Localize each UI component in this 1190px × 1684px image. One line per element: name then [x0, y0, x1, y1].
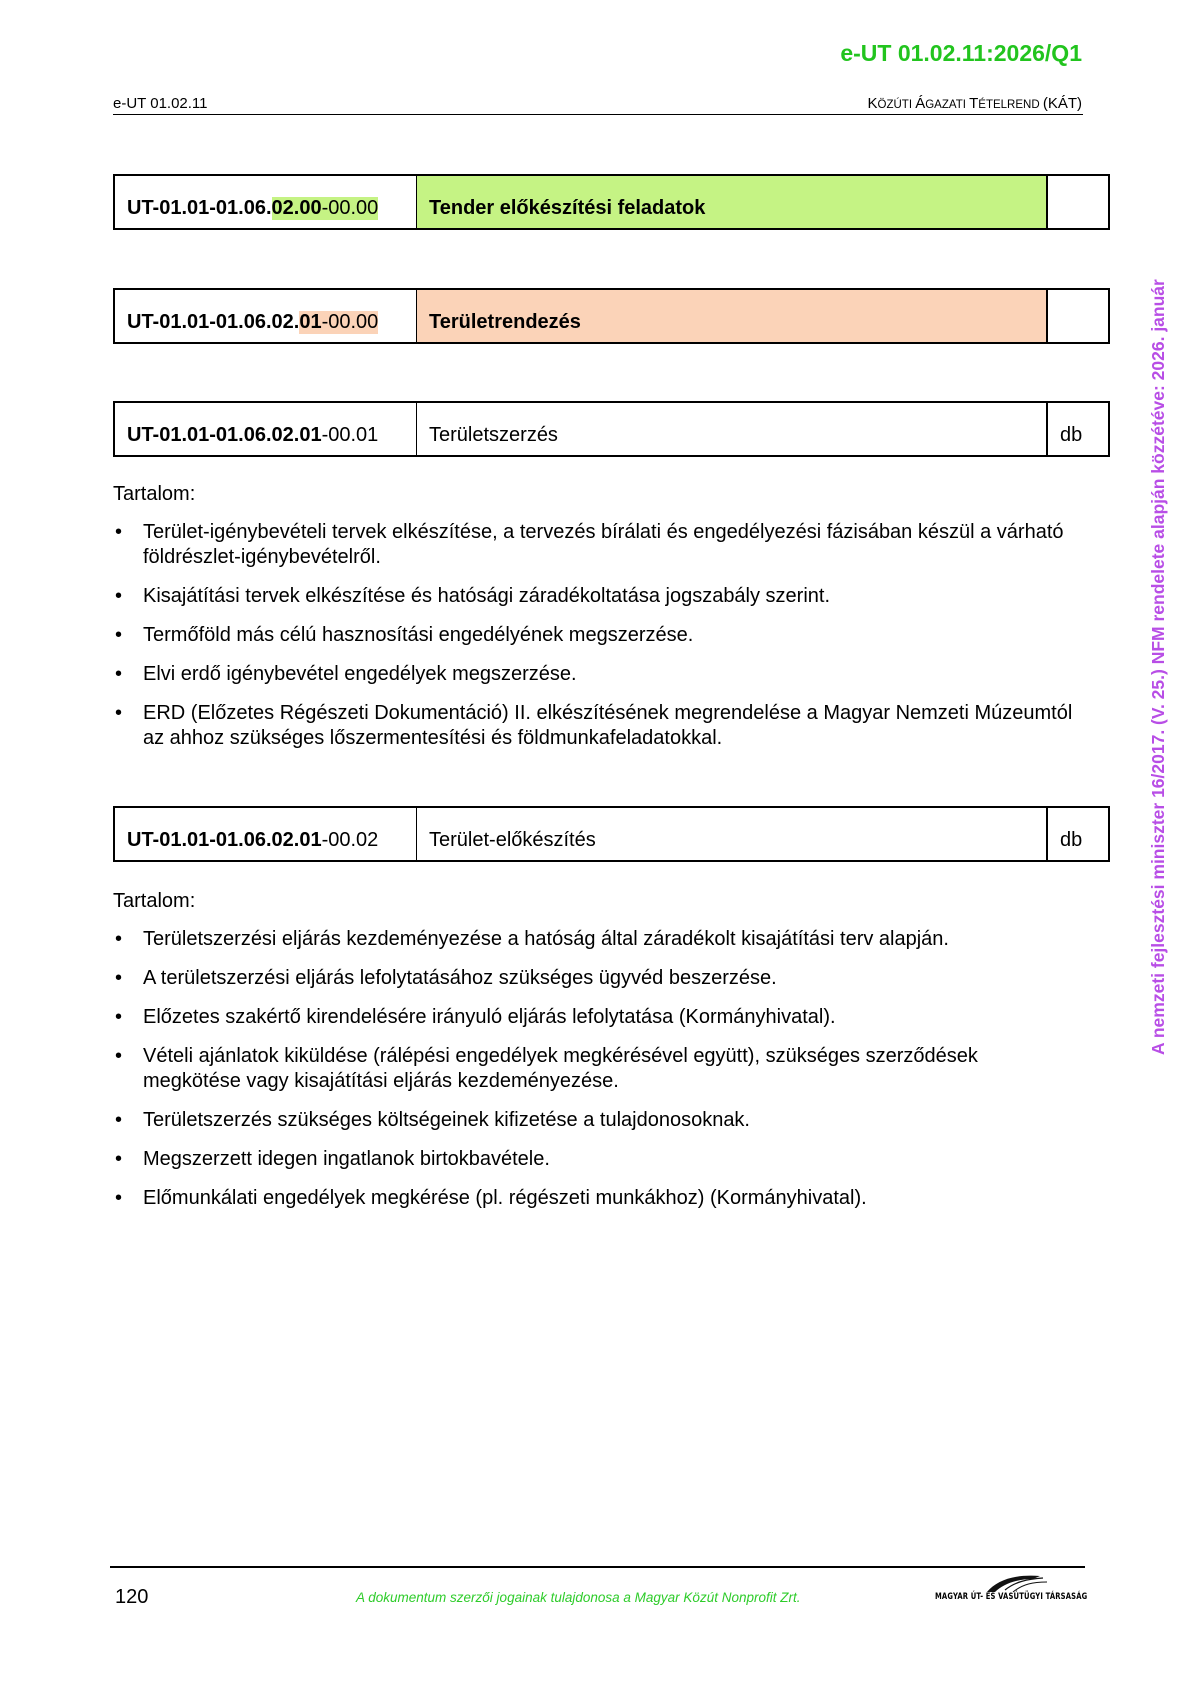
item-code: [115, 808, 417, 860]
running-header-right: [868, 95, 1083, 112]
header-right-part: GAZATI: [925, 99, 970, 111]
list-item: • Területszerzési eljárás kezdeményezése a hatóság által záradékolt kisajátítási terv alapján.: [113, 927, 1073, 952]
code-bold: UT-01.01-01.06.: [127, 197, 272, 219]
item-title: Területrendezés: [417, 290, 1048, 342]
list-item: • Területszerzés szükséges költségeinek kifizetése a tulajdonosoknak.: [113, 1108, 1073, 1133]
list-item: • Terület-igénybevételi tervek elkészítése, a tervezés bírálati és engedélyezési fázisában készül a várható földrészlet-igénybevételről.: [113, 520, 1073, 570]
road-curve-logo-icon: [935, 1570, 1085, 1594]
publication-side-note: A nemzeti fejlesztési miniszter 16/2017. (V. 25.) NFM rendelete alapján közzétéve: 2026. január: [1148, 279, 1168, 1055]
copyright-notice: A dokumentum szerzői jogainak tulajdonosa a Magyar Közút Nonprofit Zrt.: [356, 1590, 801, 1605]
item-row-tender: [113, 174, 1110, 230]
code-rest: -00.00: [321, 197, 379, 219]
list-item: • Megszerzett idegen ingatlanok birtokbavétele.: [113, 1147, 1073, 1172]
header-right-part: ÖZÚTI: [877, 99, 916, 111]
item-title: Tender előkészítési feladatok: [417, 176, 1048, 228]
content-list: [113, 520, 1073, 765]
page-number: 120: [115, 1586, 149, 1608]
document-id: e-UT 01.02.11:2026/Q1: [840, 40, 1082, 66]
code-bold: UT-01.01-01.06.02.: [127, 311, 300, 333]
running-header-left: e-UT 01.02.11: [113, 95, 208, 112]
list-item: • Elvi erdő igénybevétel engedélyek megszerzése.: [113, 662, 1073, 687]
code-highlight: 02.00: [271, 197, 322, 219]
company-logo: [935, 1570, 1088, 1610]
list-item: • A területszerzési eljárás lefolytatásához szükséges ügyvéd beszerzése.: [113, 966, 1073, 991]
code-highlight: 01: [299, 311, 322, 333]
content-label: Tartalom:: [113, 483, 196, 505]
code-rest: -00.00: [321, 311, 379, 333]
item-code: [115, 290, 417, 342]
item-unit: [1048, 176, 1108, 228]
list-item: • ERD (Előzetes Régészeti Dokumentáció) II. elkészítésének megrendelése a Magyar Nemzeti Múzeumtól az ahhoz szükséges lőszermentesítési és földmunkafeladatokkal.: [113, 701, 1073, 751]
item-unit: db: [1060, 829, 1083, 851]
item-row-terulet-elokeszites: [113, 806, 1110, 862]
item-row-teruletrendezes: [113, 288, 1110, 344]
item-title: Területszerzés: [417, 403, 1048, 455]
header-right-part: K: [867, 95, 878, 112]
item-code: [115, 403, 417, 455]
item-unit: db: [1060, 424, 1083, 446]
item-row-teruletszerzes: [113, 401, 1110, 457]
header-right-part: (KÁT): [1042, 95, 1082, 112]
list-item: • Vételi ajánlatok kiküldése (rálépési engedélyek megkérésével együtt), szükséges szerződések megkötése vagy kisajátítási eljárás kezdeményezése.: [113, 1044, 1073, 1094]
item-title: Terület-előkészítés: [417, 808, 1048, 860]
list-item: • Előmunkálati engedélyek megkérése (pl. régészeti munkákhoz) (Kormányhivatal).: [113, 1186, 1073, 1211]
code-rest: -00.01: [321, 424, 379, 446]
code-bold: UT-01.01-01.06.02.01: [127, 829, 322, 851]
header-right-part: Á: [915, 95, 926, 112]
header-right-part: T: [969, 95, 979, 112]
list-item: • Termőföld más célú hasznosítási engedélyének megszerzése.: [113, 623, 1073, 648]
item-unit: [1048, 290, 1108, 342]
code-bold: UT-01.01-01.06.02.01: [127, 424, 322, 446]
content-label: Tartalom:: [113, 890, 196, 912]
header-rule: [113, 114, 1083, 115]
list-item: • Kisajátítási tervek elkészítése és hatósági záradékoltatása jogszabály szerint.: [113, 584, 1073, 609]
code-rest: -00.02: [321, 829, 379, 851]
logo-text: MAGYAR ÚT- ÉS VASÚTÜGYI TÁRSASÁG: [935, 1592, 1088, 1602]
header-right-part: ÉTELREND: [978, 99, 1043, 111]
content-list: [113, 927, 1073, 1225]
list-item: • Előzetes szakértő kirendelésére irányuló eljárás lefolytatása (Kormányhivatal).: [113, 1005, 1073, 1030]
footer-rule: [110, 1566, 1085, 1568]
item-code: [115, 176, 417, 228]
